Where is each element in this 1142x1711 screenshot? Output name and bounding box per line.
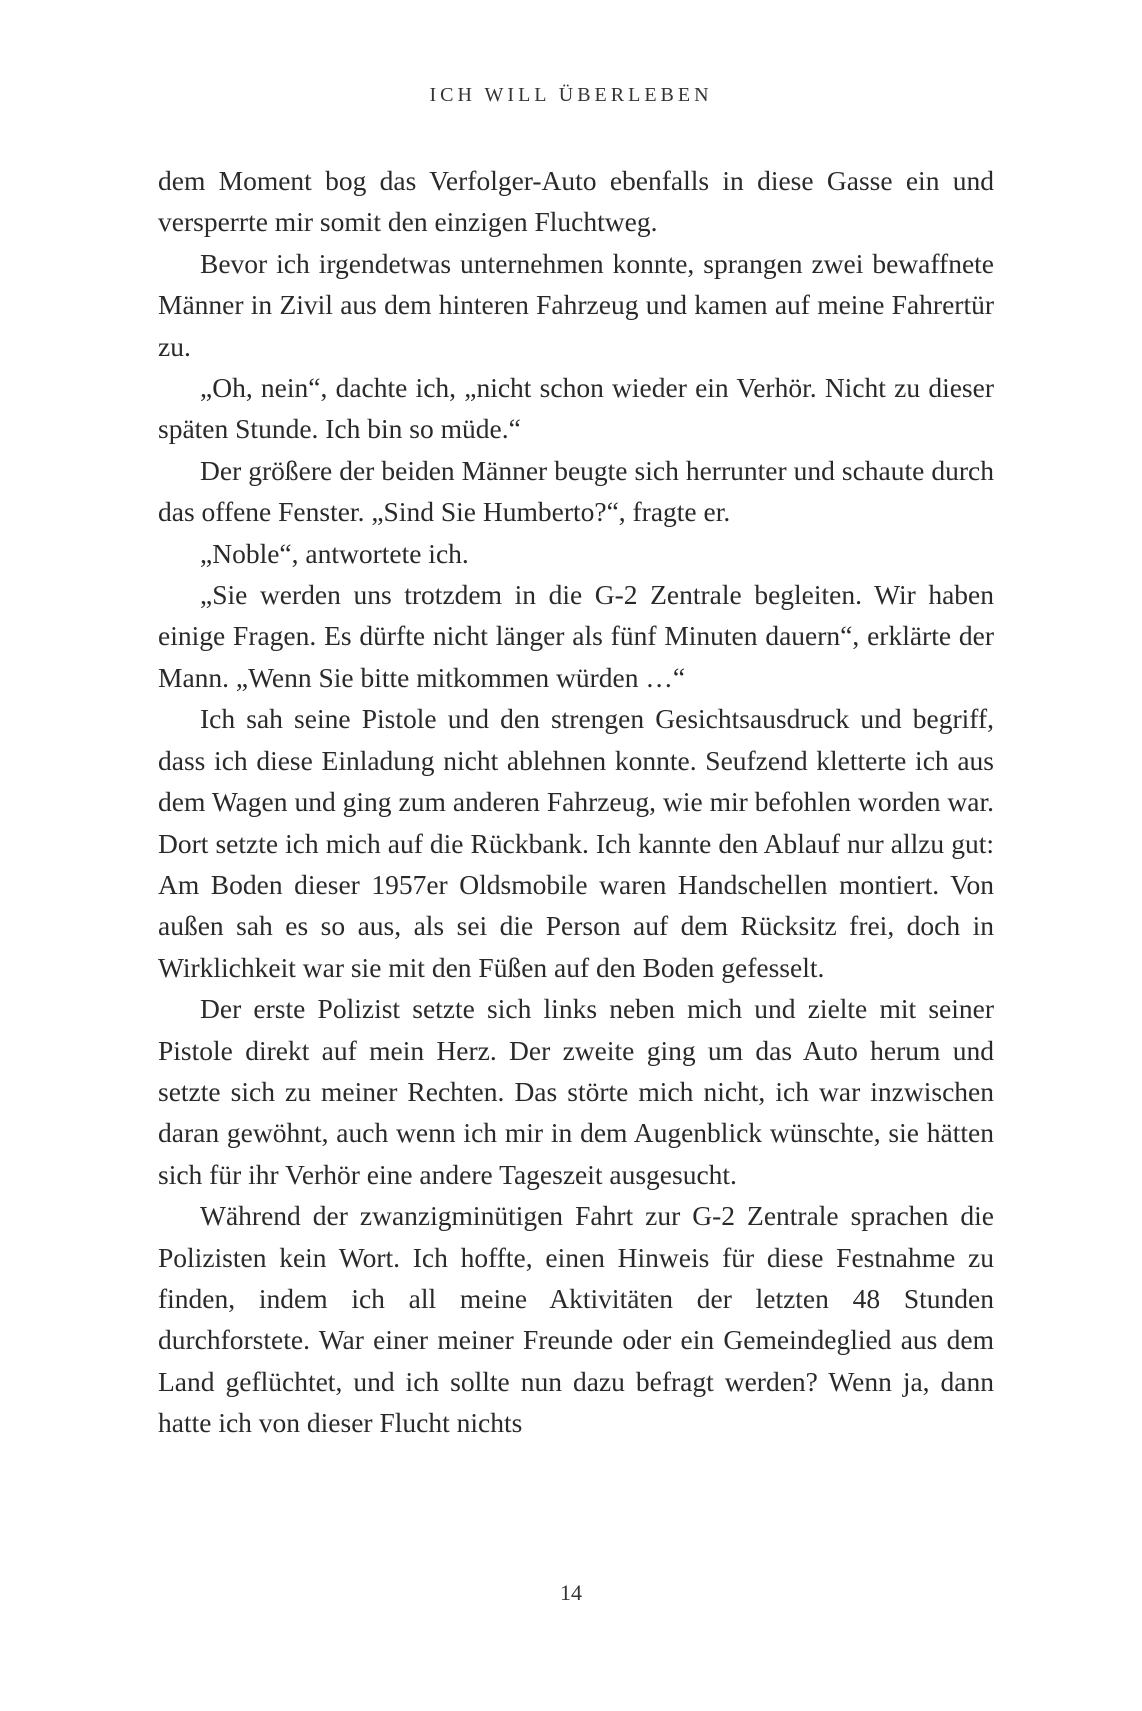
paragraph: Der erste Polizist setzte sich links neben mich und zielte mit seiner Pistole direkt auf mein Herz. Der zweite ging um das Auto herum und setzte sich zu meiner Rechten. Das störte mich nicht, ich war inzwischen daran gewöhnt, auch wenn ich mir in dem Augenblick wünschte, sie hätten sich für ihr Verhör eine andere Tageszeit ausgesucht. xyxy=(158,993,994,1190)
paragraph: Ich sah seine Pistole und den strengen Gesichtsausdruck und begriff, dass ich diese Einladung nicht ablehnen konnte. Seufzend kletterte ich aus dem Wagen und ging zum anderen Fahrzeug, wie mir befohlen worden war. Dort setzte ich mich auf die Rückbank. Ich kannte den Ablauf nur allzu gut: Am Boden dieser 1957er Oldsmobile waren Handschellen montiert. Von außen sah es so aus, als sei die Person auf dem Rücksitz frei, doch in Wirklichkeit war sie mit den Füßen auf den Boden gefesselt. xyxy=(158,703,994,983)
paragraph: Der größere der beiden Männer beugte sich herrunter und schaute durch das offene Fenster. „Sind Sie Humberto?“, fragte er. xyxy=(158,454,994,528)
paragraph: dem Moment bog das Verfolger-Auto ebenfalls in diese Gasse ein und versperrte mir somit den einzigen Fluchtweg. xyxy=(158,165,994,238)
running-head: ICH WILL ÜBERLEBEN xyxy=(429,84,713,106)
paragraph: „Oh, nein“, dachte ich, „nicht schon wieder ein Verhör. Nicht zu dieser späten Stunde. Ich bin so müde.“ xyxy=(158,372,994,445)
paragraph: „Sie werden uns trotzdem in die G-2 Zentrale begleiten. Wir haben einige Fragen. Es dürfte nicht länger als fünf Minuten dauern“, erklärte der Mann. „Wenn Sie bitte mitkommen würden …“ xyxy=(158,579,994,693)
paragraph: Während der zwanzigminütigen Fahrt zur G-2 Zentrale sprachen die Polizisten kein Wort. Ich hoffte, einen Hinweis für diese Festnahme zu finden, indem ich all meine Aktivitäten der letzten 48 Stunden durchforstete. War einer meiner Freunde oder ein Gemeindeglied aus dem Land geflüchtet, und ich sollte nun dazu befragt werden? Wenn ja, dann hatte ich von dieser Flucht nichts xyxy=(158,1200,994,1439)
body-text xyxy=(158,160,994,1444)
paragraph: Bevor ich irgendetwas unternehmen konnte, sprangen zwei bewaffnete Männer in Zivil aus dem hinteren Fahrzeug und kamen auf meine Fahrertür zu. xyxy=(158,247,994,362)
paragraph: „Noble“, antwortete ich. xyxy=(200,537,469,569)
page-number: 14 xyxy=(560,1580,582,1605)
